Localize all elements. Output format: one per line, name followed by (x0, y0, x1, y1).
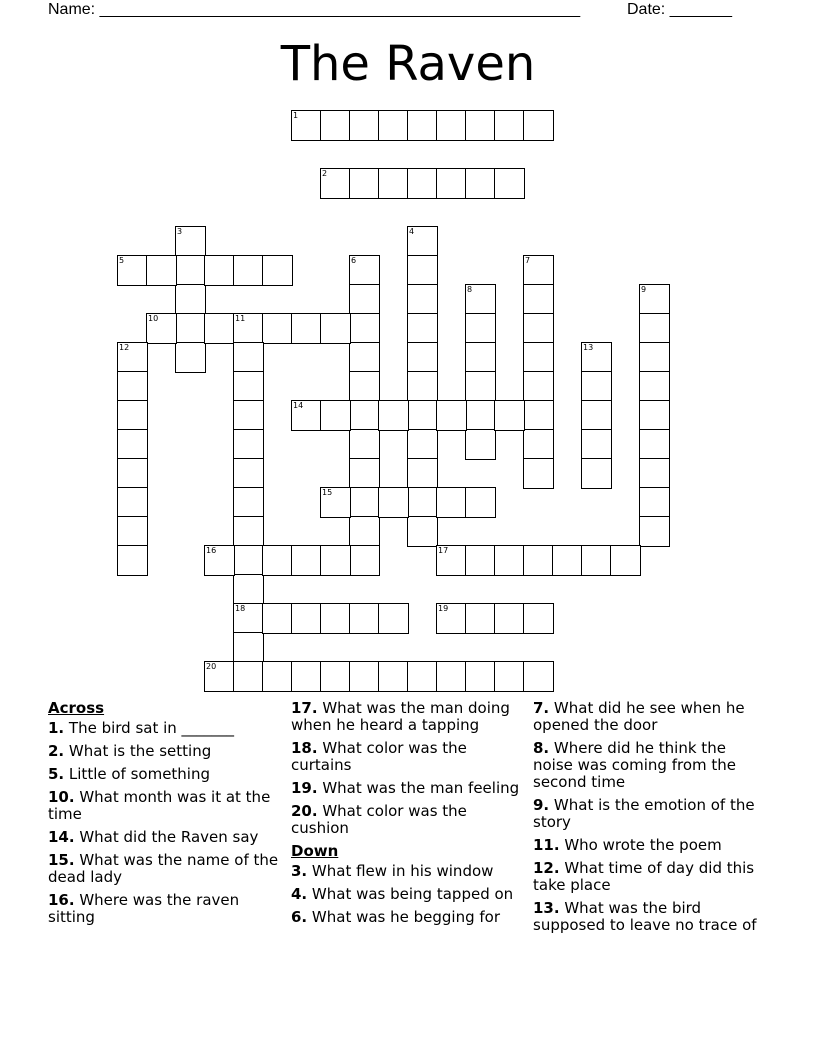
clue (48, 829, 280, 846)
clue-number: 4. (291, 885, 308, 903)
clue-number: 1. (48, 719, 65, 737)
grid-cell[interactable] (349, 487, 380, 518)
grid-cell[interactable] (320, 661, 351, 692)
clue-number: 10. (48, 788, 75, 806)
clue-text: What month was it at the time (48, 788, 271, 823)
grid-cell[interactable] (320, 313, 351, 344)
grid-cell[interactable] (320, 603, 351, 634)
clue (48, 892, 280, 926)
clue-text: Where was the raven sitting (48, 891, 240, 926)
grid-cell[interactable] (175, 255, 206, 286)
grid-cell[interactable] (204, 255, 235, 286)
clue-number: 11. (533, 836, 560, 854)
clue-text: What color was the curtains (291, 739, 467, 774)
grid-cell[interactable] (436, 400, 467, 431)
grid-cell[interactable] (117, 342, 148, 373)
grid-cell[interactable] (552, 545, 583, 576)
grid-cell[interactable] (465, 168, 496, 199)
grid-cell[interactable] (610, 545, 641, 576)
grid-cell[interactable] (117, 487, 148, 518)
grid-cell[interactable] (291, 313, 322, 344)
grid-cell[interactable] (436, 545, 467, 576)
grid-cell[interactable] (262, 313, 293, 344)
grid-cell[interactable] (233, 661, 264, 692)
grid-cell[interactable] (465, 661, 496, 692)
grid-cell[interactable] (117, 429, 148, 460)
clue-number: 5 (119, 256, 125, 265)
grid-cell[interactable] (349, 661, 380, 692)
grid-cell[interactable] (349, 110, 380, 141)
grid-cell[interactable] (523, 603, 554, 634)
grid-cell[interactable] (407, 313, 438, 344)
clue-number: 13 (583, 343, 594, 352)
clue-text: Where did he think the noise was coming from the second time (533, 739, 736, 791)
grid-cell[interactable] (378, 603, 409, 634)
grid-cell[interactable] (407, 110, 438, 141)
grid-cell[interactable] (465, 110, 496, 141)
grid-cell[interactable] (349, 313, 380, 344)
grid-cell[interactable] (581, 545, 612, 576)
grid-cell[interactable] (523, 545, 554, 576)
grid-cell[interactable] (291, 603, 322, 634)
grid-cell[interactable] (407, 168, 438, 199)
across-clue-list (48, 720, 280, 926)
grid-cell[interactable] (233, 429, 264, 460)
clue-text: What is the setting (64, 742, 212, 760)
grid-cell[interactable] (349, 284, 380, 315)
grid-cell[interactable] (407, 371, 438, 402)
grid-cell[interactable] (117, 516, 148, 547)
grid-cell[interactable] (407, 284, 438, 315)
clue (48, 789, 280, 823)
grid-cell[interactable] (494, 168, 525, 199)
clue (533, 900, 765, 934)
grid-cell[interactable] (204, 313, 235, 344)
grid-cell[interactable] (233, 632, 264, 663)
grid-cell[interactable] (233, 487, 264, 518)
clue-text: What did the Raven say (74, 828, 259, 846)
clue-number: 8. (533, 739, 550, 757)
grid-cell[interactable] (117, 400, 148, 431)
clue (533, 837, 765, 854)
grid-cell[interactable] (175, 226, 206, 257)
grid-cell[interactable] (407, 487, 438, 518)
clue-text: The bird sat in _______ (64, 719, 235, 737)
grid-cell[interactable] (291, 661, 322, 692)
puzzle-title: The Raven (280, 36, 536, 92)
grid-cell[interactable] (378, 661, 409, 692)
clue-number: 19. (291, 779, 318, 797)
grid-cell[interactable] (639, 458, 670, 489)
grid-cell[interactable] (407, 458, 438, 489)
clue-number: 8 (467, 285, 473, 294)
clue (291, 909, 523, 926)
grid-cell[interactable] (523, 429, 554, 460)
clues-column-2 (291, 700, 523, 932)
grid-cell[interactable] (233, 255, 264, 286)
grid-cell[interactable] (146, 255, 177, 286)
down-heading: Down (291, 842, 339, 860)
grid-cell[interactable] (639, 400, 670, 431)
grid-cell[interactable] (523, 313, 554, 344)
clue-number: 3 (177, 227, 183, 236)
grid-cell[interactable] (639, 429, 670, 460)
clue-number: 16. (48, 891, 75, 909)
grid-cell[interactable] (639, 516, 670, 547)
grid-cell[interactable] (233, 574, 264, 605)
grid-cell[interactable] (523, 400, 554, 431)
across-clue-list-continued (291, 700, 523, 837)
grid-cell[interactable] (523, 458, 554, 489)
grid-cell[interactable] (494, 110, 525, 141)
grid-cell[interactable] (262, 661, 293, 692)
clue-text: What was being tapped on (307, 885, 514, 903)
grid-cell[interactable] (407, 429, 438, 460)
clue-text: What was the man feeling (317, 779, 520, 797)
grid-cell[interactable] (581, 458, 612, 489)
grid-cell[interactable] (349, 255, 380, 286)
grid-cell[interactable] (320, 400, 351, 431)
grid-cell[interactable] (378, 487, 409, 518)
grid-cell[interactable] (262, 603, 293, 634)
clue (533, 700, 765, 734)
clue-number: 12. (533, 859, 560, 877)
grid-cell[interactable] (523, 284, 554, 315)
grid-cell[interactable] (175, 284, 206, 315)
clue-number: 5. (48, 765, 65, 783)
grid-cell[interactable] (349, 516, 380, 547)
clue-number: 9 (641, 285, 647, 294)
grid-cell[interactable] (494, 661, 525, 692)
grid-cell[interactable] (581, 400, 612, 431)
clue-text: What color was the cushion (291, 802, 467, 837)
clue-number: 1 (293, 111, 299, 120)
grid-cell[interactable] (175, 342, 206, 373)
grid-cell[interactable] (291, 110, 322, 141)
grid-cell[interactable] (349, 603, 380, 634)
grid-cell[interactable] (407, 226, 438, 257)
grid-cell[interactable] (349, 458, 380, 489)
grid-cell[interactable] (204, 545, 235, 576)
grid-cell[interactable] (349, 545, 380, 576)
clue-number: 16 (206, 546, 217, 555)
grid-cell[interactable] (175, 313, 206, 344)
grid-cell[interactable] (465, 313, 496, 344)
grid-cell[interactable] (465, 603, 496, 634)
clue (533, 740, 765, 791)
grid-cell[interactable] (320, 110, 351, 141)
clue-text: Little of something (64, 765, 211, 783)
clue-number: 14. (48, 828, 75, 846)
clue (291, 780, 523, 797)
grid-cell[interactable] (320, 545, 351, 576)
grid-cell[interactable] (233, 400, 264, 431)
grid-cell[interactable] (233, 603, 264, 634)
grid-cell[interactable] (349, 429, 380, 460)
grid-cell[interactable] (523, 342, 554, 373)
grid-cell[interactable] (349, 371, 380, 402)
clue-number: 9. (533, 796, 550, 814)
grid-cell[interactable] (117, 371, 148, 402)
clue-text: What time of day did this take place (533, 859, 755, 894)
down-clue-list-continued (533, 700, 765, 934)
clue-number: 10 (148, 314, 159, 323)
clue-number: 11 (235, 314, 246, 323)
grid-cell[interactable] (378, 110, 409, 141)
grid-cell[interactable] (639, 313, 670, 344)
clue-number: 20 (206, 662, 217, 671)
clue-text: What did he see when he opened the door (533, 699, 745, 734)
grid-cell[interactable] (581, 371, 612, 402)
clues-column-1 (48, 700, 280, 932)
clue (48, 720, 280, 737)
clue-number: 6. (291, 908, 308, 926)
grid-cell[interactable] (204, 661, 235, 692)
grid-cell[interactable] (233, 371, 264, 402)
grid-cell[interactable] (639, 487, 670, 518)
clue (533, 860, 765, 894)
clue-number: 18. (291, 739, 318, 757)
grid-cell[interactable] (523, 110, 554, 141)
grid-cell[interactable] (523, 371, 554, 402)
grid-cell[interactable] (407, 255, 438, 286)
clue-text: What is the emotion of the story (533, 796, 755, 831)
clue-number: 17 (438, 546, 449, 555)
clues-column-3 (533, 700, 765, 940)
clue-number: 7 (525, 256, 531, 265)
clue-number: 17. (291, 699, 318, 717)
clue (291, 700, 523, 734)
date-line[interactable]: Date: _______ (627, 1, 732, 18)
grid-cell[interactable] (639, 371, 670, 402)
clue-number: 20. (291, 802, 318, 820)
grid-cell[interactable] (523, 255, 554, 286)
grid-cell[interactable] (349, 342, 380, 373)
clue-number: 15 (322, 488, 333, 497)
grid-cell[interactable] (639, 284, 670, 315)
clue-number: 6 (351, 256, 357, 265)
grid-cell[interactable] (494, 545, 525, 576)
grid-cell[interactable] (378, 400, 409, 431)
grid-cell[interactable] (320, 487, 351, 518)
grid-cell[interactable] (233, 458, 264, 489)
grid-cell[interactable] (436, 168, 467, 199)
clue (48, 852, 280, 886)
grid-cell[interactable] (465, 342, 496, 373)
grid-cell[interactable] (349, 168, 380, 199)
grid-cell[interactable] (349, 400, 380, 431)
grid-cell[interactable] (407, 400, 438, 431)
clue-number: 2 (322, 169, 328, 178)
clue-number: 14 (293, 401, 304, 410)
grid-cell[interactable] (262, 255, 293, 286)
clue (291, 740, 523, 774)
grid-cell[interactable] (117, 255, 148, 286)
grid-cell[interactable] (465, 545, 496, 576)
grid-cell[interactable] (320, 168, 351, 199)
grid-cell[interactable] (262, 545, 293, 576)
grid-cell[interactable] (465, 284, 496, 315)
clue-number: 15. (48, 851, 75, 869)
grid-cell[interactable] (523, 661, 554, 692)
grid-cell[interactable] (291, 545, 322, 576)
grid-cell[interactable] (407, 516, 438, 547)
clue (48, 743, 280, 760)
clue-number: 2. (48, 742, 65, 760)
clue (48, 766, 280, 783)
clue-text: What was the man doing when he heard a tapping (291, 699, 510, 734)
clue-text: What was the bird supposed to leave no trace of (533, 899, 757, 934)
clue-number: 12 (119, 343, 130, 352)
clue (291, 803, 523, 837)
clue-text: What was the name of the dead lady (48, 851, 279, 886)
grid-cell[interactable] (494, 400, 525, 431)
grid-cell[interactable] (465, 429, 496, 460)
down-clue-list (291, 863, 523, 926)
clue-text: What was he begging for (307, 908, 501, 926)
clue-number: 18 (235, 604, 246, 613)
clue-number: 7. (533, 699, 550, 717)
grid-cell[interactable] (581, 342, 612, 373)
clue-number: 19 (438, 604, 449, 613)
grid-cell[interactable] (494, 603, 525, 634)
name-line[interactable]: Name: ______________________________________________________ (48, 1, 581, 18)
clue (291, 863, 523, 880)
grid-cell[interactable] (291, 400, 322, 431)
clue-text: What flew in his window (307, 862, 494, 880)
across-heading: Across (48, 699, 105, 717)
clue (291, 886, 523, 903)
grid-cell[interactable] (436, 661, 467, 692)
grid-cell[interactable] (581, 429, 612, 460)
grid-cell[interactable] (117, 545, 148, 576)
grid-cell[interactable] (407, 661, 438, 692)
grid-cell[interactable] (407, 342, 438, 373)
clue-number: 4 (409, 227, 415, 236)
grid-cell[interactable] (233, 545, 264, 576)
grid-cell[interactable] (436, 603, 467, 634)
grid-cell[interactable] (465, 371, 496, 402)
grid-cell[interactable] (233, 313, 264, 344)
grid-cell[interactable] (639, 342, 670, 373)
clue-number: 3. (291, 862, 308, 880)
grid-cell[interactable] (465, 487, 496, 518)
clue-text: Who wrote the poem (559, 836, 722, 854)
grid-cell[interactable] (233, 516, 264, 547)
clue-number: 13. (533, 899, 560, 917)
grid-cell[interactable] (378, 168, 409, 199)
grid-cell[interactable] (117, 458, 148, 489)
grid-cell[interactable] (233, 342, 264, 373)
grid-cell[interactable] (465, 400, 496, 431)
clue (533, 797, 765, 831)
grid-cell[interactable] (436, 487, 467, 518)
grid-cell[interactable] (436, 110, 467, 141)
grid-cell[interactable] (146, 313, 177, 344)
